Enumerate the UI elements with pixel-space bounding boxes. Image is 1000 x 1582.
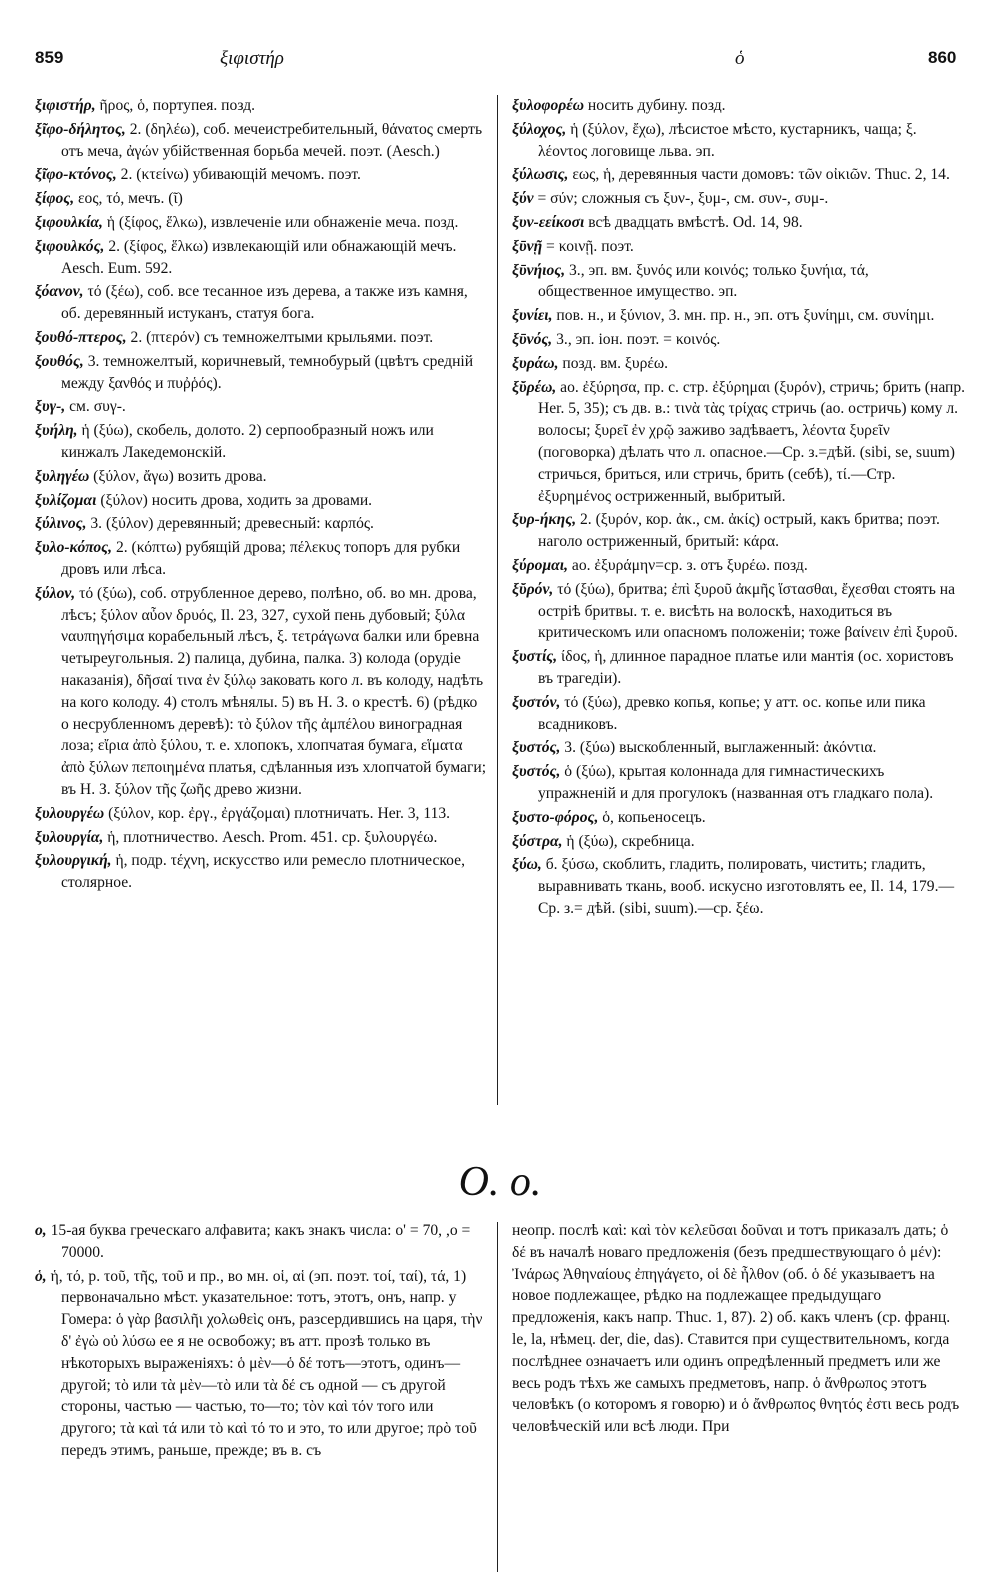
entry-definition: 2. (κόπτω) рубящій дрова; πέλεκυς топоръ для рубки дровъ или лѣса.	[61, 539, 461, 578]
entry-definition: всѣ двадцать вмѣстѣ. Od. 14, 98.	[584, 213, 803, 231]
entry-headword: ξῠρόν,	[512, 580, 554, 598]
entry-headword: ξυληγέω	[35, 467, 90, 485]
entry-headword: ξύστρα,	[512, 832, 563, 850]
dictionary-entry	[512, 188, 966, 210]
dictionary-entry	[35, 420, 487, 464]
dictionary-entry	[35, 327, 487, 349]
entry-headword: ξυστός,	[512, 763, 561, 781]
entry-definition: ἡ (ξίφος, ἕλκω), извлеченіе или обнаженіе меча. позд.	[102, 213, 459, 231]
entry-definition: 3. (ξύω) выскобленный, выглаженный: ἀκόντια.	[560, 739, 877, 757]
dictionary-entry	[35, 1266, 487, 1462]
dictionary-entry	[35, 281, 487, 325]
entry-headword: ξῡνῇ	[512, 237, 543, 255]
dictionary-entry	[512, 555, 966, 577]
entry-definition: 2. (δηλέω), соб. мечеистребительный, θάνατος смерть отъ меча, ἀγών убійственная борьба мечей. поэт. (Aesch.)	[61, 120, 483, 160]
dictionary-entry	[35, 583, 487, 801]
dictionary-entry	[512, 509, 966, 553]
entry-definition: 15-ая буква греческаго алфавита; какъ знакъ числа: ο' = 70, ,ο = 70000.	[46, 1222, 471, 1261]
dictionary-entry	[35, 850, 487, 894]
dictionary-entry	[35, 119, 487, 163]
entry-definition: τό (ξύω), древко копья, копье; у атт. ос. копье или пика всадниковъ.	[538, 693, 926, 733]
dictionary-entry	[35, 236, 487, 280]
entry-headword: ξίφος,	[35, 190, 75, 208]
dictionary-entry	[512, 164, 966, 186]
dictionary-entry	[35, 803, 487, 825]
entry-definition: ἡ (ξύω), скребница.	[562, 832, 695, 850]
dictionary-entry	[512, 692, 966, 736]
dictionary-entry	[35, 490, 487, 512]
entry-headword: ξυλίζομαι	[35, 491, 97, 509]
entry-headword: ξῖφο-κτόνος,	[35, 166, 117, 184]
entry-headword: ξῠρέω,	[512, 378, 557, 396]
entry-definition: ἡ, подр. τέχνη, искусство или ремесло плотническое, столярное.	[61, 852, 465, 892]
dictionary-entry	[512, 831, 966, 853]
entry-headword: ξυστίς,	[512, 648, 558, 666]
entry-headword: ξυνίει,	[512, 307, 553, 325]
entry-headword: ξυγ-,	[35, 398, 66, 416]
entry-headword: ξουθό-πτερος,	[35, 328, 127, 346]
dictionary-entry	[35, 537, 487, 581]
entry-definition: 2. (ξυρόν, кор. ἀκ., см. ἀκίς) острый, какъ бритва; поэт. наголо остриженный, бритый: κάρα.	[538, 511, 940, 551]
dictionary-entry	[512, 236, 966, 258]
entry-definition: ίδος, ἡ, длинное парадное платье или мантія (ос. хористовъ въ трагедіи).	[538, 648, 954, 687]
dictionary-entry	[512, 737, 966, 759]
entry-headword: ξύν	[512, 190, 534, 208]
dictionary-entry	[512, 807, 966, 829]
entry-headword: ξουθός,	[35, 352, 84, 370]
entry-headword: ξυστός,	[512, 739, 561, 757]
page-number-right: 860	[928, 48, 957, 67]
entry-definition: ἡ (ξύω), скобель, долото. 2) серпообразный ножъ или кинжалъ Лакедемонскій.	[61, 422, 434, 461]
entry-headword: ξυλοφορέω	[512, 97, 584, 114]
entry-headword: ξύλωσις,	[512, 166, 569, 184]
column-3	[35, 1220, 487, 1464]
dictionary-entry	[35, 351, 487, 395]
dictionary-entry	[512, 761, 966, 805]
entry-definition: 3., эп. іон. поэт. = κοινός.	[552, 330, 721, 348]
dictionary-entry	[512, 854, 966, 919]
entry-headword: ξυν-εείκοσι	[512, 213, 585, 231]
entry-definition: ὁ (ξύω), крытая колоннада для гимнастическихъ упражненій и для прогулокъ (названная отъ гладкаго пола).	[538, 763, 934, 802]
column-rule-top	[497, 95, 498, 1105]
entry-definition: б. ξύσω, скоблить, гладить, полировать, чистить; гладить, выравнивать ткань, вооб. искусно изготовлять ее, Il. 14, 179.—Ср. з.= дѣй. (sibi, suum).—ср. ξέω.	[538, 856, 955, 917]
entry-definition: 2. (πτερόν) съ темножелтыми крыльями. поэт.	[126, 328, 434, 346]
entry-headword: ξύλον,	[35, 584, 76, 602]
entry-headword: ξῖφο-δήλητος,	[35, 120, 126, 138]
dictionary-entry	[512, 377, 966, 508]
dictionary-entry	[512, 646, 966, 690]
entry-definition: (ξύλον, ἄγω) возить дрова.	[89, 467, 267, 485]
entry-definition: 2. (κτείνω) убивающій мечомъ. поэт.	[116, 166, 361, 184]
entry-headword: ξιφουλκία,	[35, 213, 103, 231]
entry-definition: τό (ξύω), соб. отрубленное дерево, полѣно, об. во мн. дрова, лѣсъ; ξύλον αὖον δρυός, Il. 23, 327, сухой пень дубовый; ξύλα ναυπηγήσιμα корабельный лѣсъ, ξ. τετράγωνα балки или бревна четыреугольныя. 2) палица, дубина, палка. 3) колода (орудіе наказанія), δῆσαί τινα ἐν ξύλῳ заковать кого л. въ колоду, надѣть на кого колоду. 4) столъ мѣнялы. 5) въ Н. З. о крестѣ. 6) (рѣдко о несрубленномъ деревѣ): τὸ ξύλον τῆς ἀμπέλου виноградная лоза; εἴρια ἀπὸ ξύλου, т. е. хлопокъ, хлопчатая бумага, εἵματα ἀπὸ ξύλων πεποιημένα платья, сдѣланныя изъ хлопчатой бумаги; въ Н. З. ξύλον τῆς ζωῆς древо жизни.	[61, 584, 487, 798]
dictionary-entry	[512, 260, 966, 304]
entry-definition: τό (ξύω), бритва; ἐπὶ ξυροῦ ἀκμῆς ἵστασθαι, ἔχεσθαι стоять на остріѣ бритвы. т. е. висѣть на волоскѣ, находиться въ критическомъ или опасномъ положеніи; тоже βαίνειν ἐπὶ ξυροῦ.	[538, 580, 958, 642]
dictionary-entry	[35, 212, 487, 234]
dictionary-entry	[512, 212, 966, 234]
dictionary-entry	[512, 329, 966, 351]
entry-headword: ξυλο-κόπος,	[35, 539, 113, 557]
entry-headword: ξύρομαι,	[512, 556, 569, 574]
entry-definition: = σύν; сложныя съ ξυν-, ξυμ-, см. συν-, συμ-.	[533, 190, 829, 208]
dictionary-entry	[35, 1220, 487, 1264]
entry-definition: пов. н., и ξύνιον, 3. мн. пр. н., эп. отъ ξυνίημι, см. συνίημι.	[552, 307, 935, 325]
entry-definition: ὁ, копьеносецъ.	[598, 808, 706, 826]
entry-definition: 3. темножелтый, коричневый, темнобурый (цвѣтъ средній между ξανθός и πυῤῥός).	[61, 352, 474, 392]
entry-definition: εως, ἡ, деревянныя части домовъ: τῶν οἰκιῶν. Thuc. 2, 14.	[568, 166, 950, 184]
entry-headword: ξύλινος,	[35, 515, 87, 533]
entry-definition: εος, τό, мечъ. (ῖ)	[74, 190, 183, 208]
entry-headword: ξυράω,	[512, 354, 559, 372]
entry-headword: ξῡνός,	[512, 330, 553, 348]
dictionary-entry	[512, 579, 966, 644]
entry-definition: ао. ἐξύρησα, пр. с. стр. ἐξύρημαι (ξυρόν), стричь; брить (напр. Her. 5, 35); съ дв. в.: τινὰ τὰς τρίχας стричь (ао. остричь) кому л. волосы; ξυρεῖ ἐν χρῷ заживо задѣваетъ, λέοντα ξυρεῖν (поговорка) дѣлать что л. опасное.—Ср. з.=дѣй. (sibi, se, suum) стричься, бриться, или стричь, брить (себѣ), τί.—Стр. ἐξυρημένος остриженный, выбритый.	[538, 378, 966, 505]
entry-definition: ῆρος, ὁ, портупея. позд.	[95, 97, 256, 114]
dictionary-entry	[512, 119, 966, 163]
entry-definition: 2. (ξίφος, ἕλκω) извлекающій или обнажающій мечъ. Aesch. Eum. 592.	[61, 237, 457, 277]
entry-definition: носить дубину. позд.	[583, 97, 726, 114]
entry-definition: ао. ἐξυράμην=ср. з. отъ ξυρέω. позд.	[568, 556, 808, 574]
dictionary-entry	[512, 353, 966, 375]
entry-definition: см. συγ-.	[65, 398, 126, 416]
entry-definition: ἡ, плотничество. Aesch. Prom. 451. ср. ξυλουργέω.	[103, 828, 438, 846]
entry-headword: ξιφιστήρ,	[35, 97, 96, 114]
entry-headword: ξυλουργία,	[35, 828, 104, 846]
dictionary-entry	[512, 95, 966, 117]
dictionary-entry	[35, 164, 487, 186]
column-1	[35, 95, 487, 896]
column-2	[512, 95, 966, 922]
entry-definition: ἡ (ξύλον, ἔχω), лѣсистое мѣсто, кустарникъ, чаща; ξ. λέοντος логовище льва. эп.	[538, 120, 917, 160]
entry-headword: ὁ,	[35, 1267, 47, 1285]
entry-definition: ἡ, τό, р. τοῦ, τῆς, τοῦ и пр., во мн. οἱ, αἱ (эп. поэт. τοί, ταί), τά, 1) первоначально мѣст. указательное: тотъ, этотъ, онъ, напр. у Гомера: ὁ γὰρ βασιλῆι χολωθεὶς онъ, разсердившись на царя, τὴν δ' ἐγὼ οὐ λύσω ее я не освобожу; въ атт. прозѣ только въ нѣкоторыхъ выраженіяхъ: ὁ μὲν—ὁ δέ тотъ—этотъ, одинъ—другой; τὸ или τὰ μὲν—τὸ или τὰ δέ съ одной — съ другой стороны, частью — частью, то—то; τὸν καὶ τόν того или другого; τὰ καὶ τά или τὸ καὶ τό то и это, то или другое; πρὸ τοῦ передъ этимъ, раньше, прежде; въ в. съ	[46, 1267, 483, 1459]
dictionary-entry	[35, 827, 487, 849]
running-head-right: ὁ	[735, 48, 745, 69]
dictionary-entry	[35, 95, 487, 117]
entry-headword: ξυήλη,	[35, 422, 78, 440]
entry-headword: ξόανον,	[35, 283, 84, 301]
entry-headword: ξυστο-φόρος,	[512, 808, 599, 826]
entry-definition: (ξύλον) носить дрова, ходить за дровами.	[96, 491, 373, 509]
entry-headword: ξιφουλκός,	[35, 237, 105, 255]
entry-definition: (ξύλον, кор. ἐργ., ἐργάζομαι) плотничать. Her. 3, 113.	[104, 804, 451, 822]
entry-headword: ξύλοχος,	[512, 120, 567, 138]
entry-headword: ξυλουργέω	[35, 804, 105, 822]
dictionary-entry	[35, 513, 487, 535]
entry-headword: ξύω,	[512, 856, 542, 874]
dictionary-entry	[35, 466, 487, 488]
entry-definition: = κοινῇ. поэт.	[542, 237, 634, 255]
entry-headword: ξῡνήιος,	[512, 261, 566, 279]
dictionary-entry	[35, 188, 487, 210]
entry-headword: ξυρ-ήκης,	[512, 511, 577, 529]
entry-definition: τό (ξέω), соб. все тесанное изъ дерева, а также изъ камня, об. деревянный истуканъ, статуя бога.	[61, 283, 468, 323]
entry-headword: ο,	[35, 1222, 47, 1239]
entry-definition: позд. вм. ξυρέω.	[558, 354, 669, 372]
dictionary-entry	[512, 305, 966, 327]
entry-definition: 3., эп. вм. ξυνός или κοινός; только ξυνήια, τά, общественное имущество. эп.	[538, 261, 869, 301]
entry-definition: неопр. послѣ καὶ: καὶ τὸν κελεῦσαι δοῦναι и тотъ приказалъ дать; ὁ δέ въ началѣ новаго предложенія (безъ предшествующаго ὁ μέν): Ἰνάρως Ἀθηναίους ἐπηγάγετο, οἱ δὲ ἦλθον (об. ὁ δέ указываетъ на новое подлежащее, рѣдко на подлежащее предыдущаго предложенія, какъ напр. Thuc. 1, 87). 2) об. какъ членъ (ср. франц. le, la, нѣмец. der, die, das). Ставится при существительномъ, когда послѣднее означаетъ или одинъ опредѣленный предметъ или же весь родъ тѣхъ же самыхъ предметовъ, напр. ὁ ἄνθρωπος этотъ человѣкъ (о которомъ я говорю) и ὁ ἄνθρωπος θνητός ἐστι весь родъ человѣческій или всѣ люди. При	[512, 1222, 960, 1436]
page-number-left: 859	[35, 48, 64, 67]
dictionary-entry	[512, 1220, 966, 1438]
entry-headword: ξυστόν,	[512, 693, 561, 711]
column-rule-bottom	[497, 1222, 498, 1572]
entry-headword: ξυλουργική,	[35, 852, 112, 870]
entry-definition: 3. (ξύλον) деревянный; древесный: καρπός.	[86, 515, 374, 533]
running-head-left: ξιφιστήρ	[220, 48, 284, 69]
dictionary-entry	[35, 396, 487, 418]
section-title: O. o.	[458, 1159, 542, 1205]
column-4	[512, 1220, 966, 1440]
